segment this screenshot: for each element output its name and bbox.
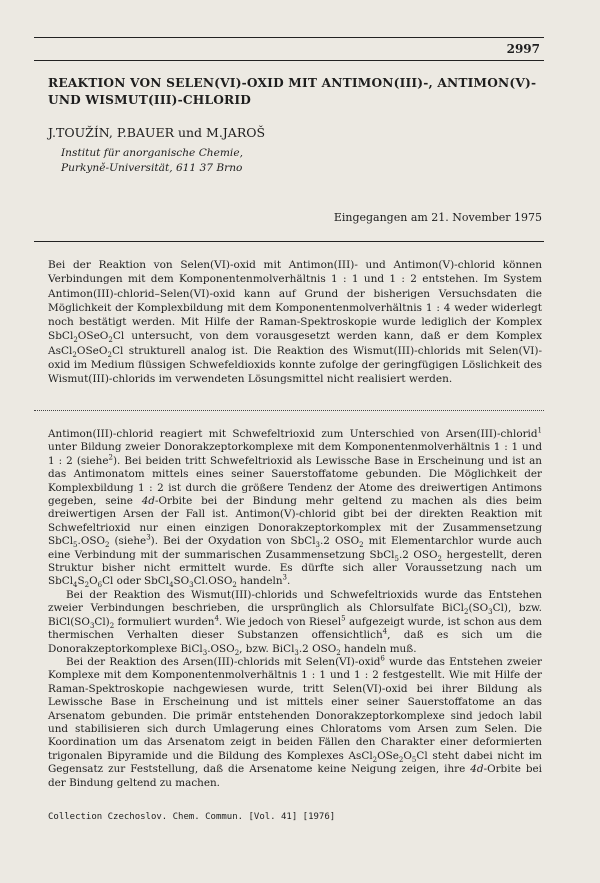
article-title: REAKTION VON SELEN(VI)-OXID MIT ANTIMON(III)-, ANTIMON(V)- UND WISMUT(III)-CHLORID [48, 76, 537, 107]
affiliation-line: Purkyně-Universität, 611 37 Brno [61, 162, 243, 174]
header-rule-lower [34, 60, 544, 61]
affiliation-line: Institut für anorganische Chemie, [61, 147, 243, 159]
received-date: Eingegangen am 21. November 1975 [333, 211, 542, 224]
paragraph: Bei der Reaktion des Wismut(III)-chlorids und Schwefeltrioxids wurde das Entstehen zweier Verbindungen beschrieben, die ursprünglich als Chlorsulfate $BiCl_2(SO_3Cl)$, bzw. $BiCl(SO_3Cl)_2$ formuliert wurden$^4$. Wie jedoch von Riesel$^5$ aufgezeigt wurde, ist schon aus dem thermischen Verhalten dieser Substanzen offensichtlich$^4$, daß es sich um die Donorakzeptorkomplexe $BiCl_3.OSO_2$, bzw. BiCl$_3$.2 $OSO_2$ handeln muß. [48, 588, 543, 657]
abstract: Bei der Reaktion von Selen(VI)-oxid mit Antimon(III)- und Antimon(V)-chlorid können Verbindungen mit dem Komponentenmolverhältnis 1 : 1 und 1 : 2 entstehen. Im System Antimon(III)-chlorid–Selen(VI)-oxid kann auf Grund der bisherigen Versuchsdaten die Möglichkeit der Komplexbildung mit dem Komponentenmolverhältnis 1 : 4 weder widerlegt noch bestätigt werden. Mit Hilfe der Raman-Spektroskopie wurde lediglich der Komplex SbCl$_2$OSeO$_2$Cl untersucht, von dem vorausgesetzt werden kann, daß er dem Komplex AsCl$_2$OSeO$_2$Cl strukturell analog ist. Die Reaktion des Wismut(III)-chlorids mit Selen(VI)-oxid im Medium flüssigen Schwefeldioxids konnte zufolge der geringfügigen Löslichkeit des Wismut(III)-chlorids im verwendeten Lösungsmittel nicht realisiert werden. [48, 259, 542, 386]
article-authors: J.TOUŽÍN, P.BAUER und M.JAROŠ [48, 125, 266, 140]
header-rule [34, 37, 544, 38]
abstract-end-rule [34, 410, 544, 411]
journal-footer: Collection Czechoslov. Chem. Commun. [Vol. 41] [1976] [48, 812, 336, 822]
paragraph: Bei der Reaktion des Arsen(III)-chlorids mit Selen(VI)-oxid$^6$ wurde das Entstehen zweier Komplexe mit dem Komponentenmolverhältnis 1 : 1 und 1 : 2 festgestellt. Wie mit Hilfe der Raman-Spektroskopie nachgewiesen wurde, tritt Selen(VI)-oxid bei ihrer Bildung als Lewissche Base in Erscheinung und ist mittels einer seiner Sauerstoffatome an das Arsenatom gebunden. Die primär entstehenden Donorakzeptorkomplexe sind jedoch labil und stabilisieren sich durch Umlagerung eines Chloratoms vom Arsen zum Selen. Die Koordination um das Arsenatom zeigt in beiden Fällen den Charakter einer deformierten trigonalen Bipyramide und die Bildung des Komplexes $AsCl_2OSe_2O_5Cl$ steht dabei nicht im Gegensatz zur Feststellung, daß die Arsenatome keine Neigung zeigen, ihre 4d-Orbite bei der Bindung geltend zu machen. [48, 654, 542, 789]
affiliation [61, 146, 243, 176]
paragraph: Antimon(III)-chlorid reagiert mit Schwefeltrioxid zum Unterschied von Arsen(III)-chlorid$^1$ unter Bildung zweier Donorakzeptorkomplexe mit dem Komponentenmolverhältnis 1 : 1 und 1 : 2 (siehe$^2$). Bei beiden tritt Schwefeltrioxid als Lewissche Base in Erscheinung und ist an das Antimonatom mittels eines seiner Sauerstoffatome gebunden. Die Möglichkeit der Komplexbildung 1 : 2 ist durch die größere Tendenz der Atome des dreiwertigen Antimons gegeben, seine 4d-Orbite bei der Bindung mehr geltend zu machen als dies beim dreiwertigen Arsen der Fall ist. Antimon(V)-chlorid gibt bei der direkten Reaktion mit Schwefeltrioxid nur einen einzigen Donorakzeptorkomplex mit der Zusammensetzung $SbCl_5.OSO_2$ (siehe$^3$). Bei der Oxydation von SbCl$_3$.2 $OSO_2$ mit Elementarchlor wurde auch eine Verbindung mit der summarischen Zusammensetzung SbCl$_5$.2 $OSO_2$ hergestellt, deren Struktur bisher nicht ermittelt wurde. Es dürfte sich aller Voraussetzung nach um $SbCl_4S_2O_6Cl$ oder $SbCl_4SO_3Cl.OSO_2$ handeln$^3$. [48, 426, 542, 590]
abstract-rule [34, 241, 544, 242]
page-number: 2997 [506, 42, 540, 56]
body-text [48, 428, 542, 790]
